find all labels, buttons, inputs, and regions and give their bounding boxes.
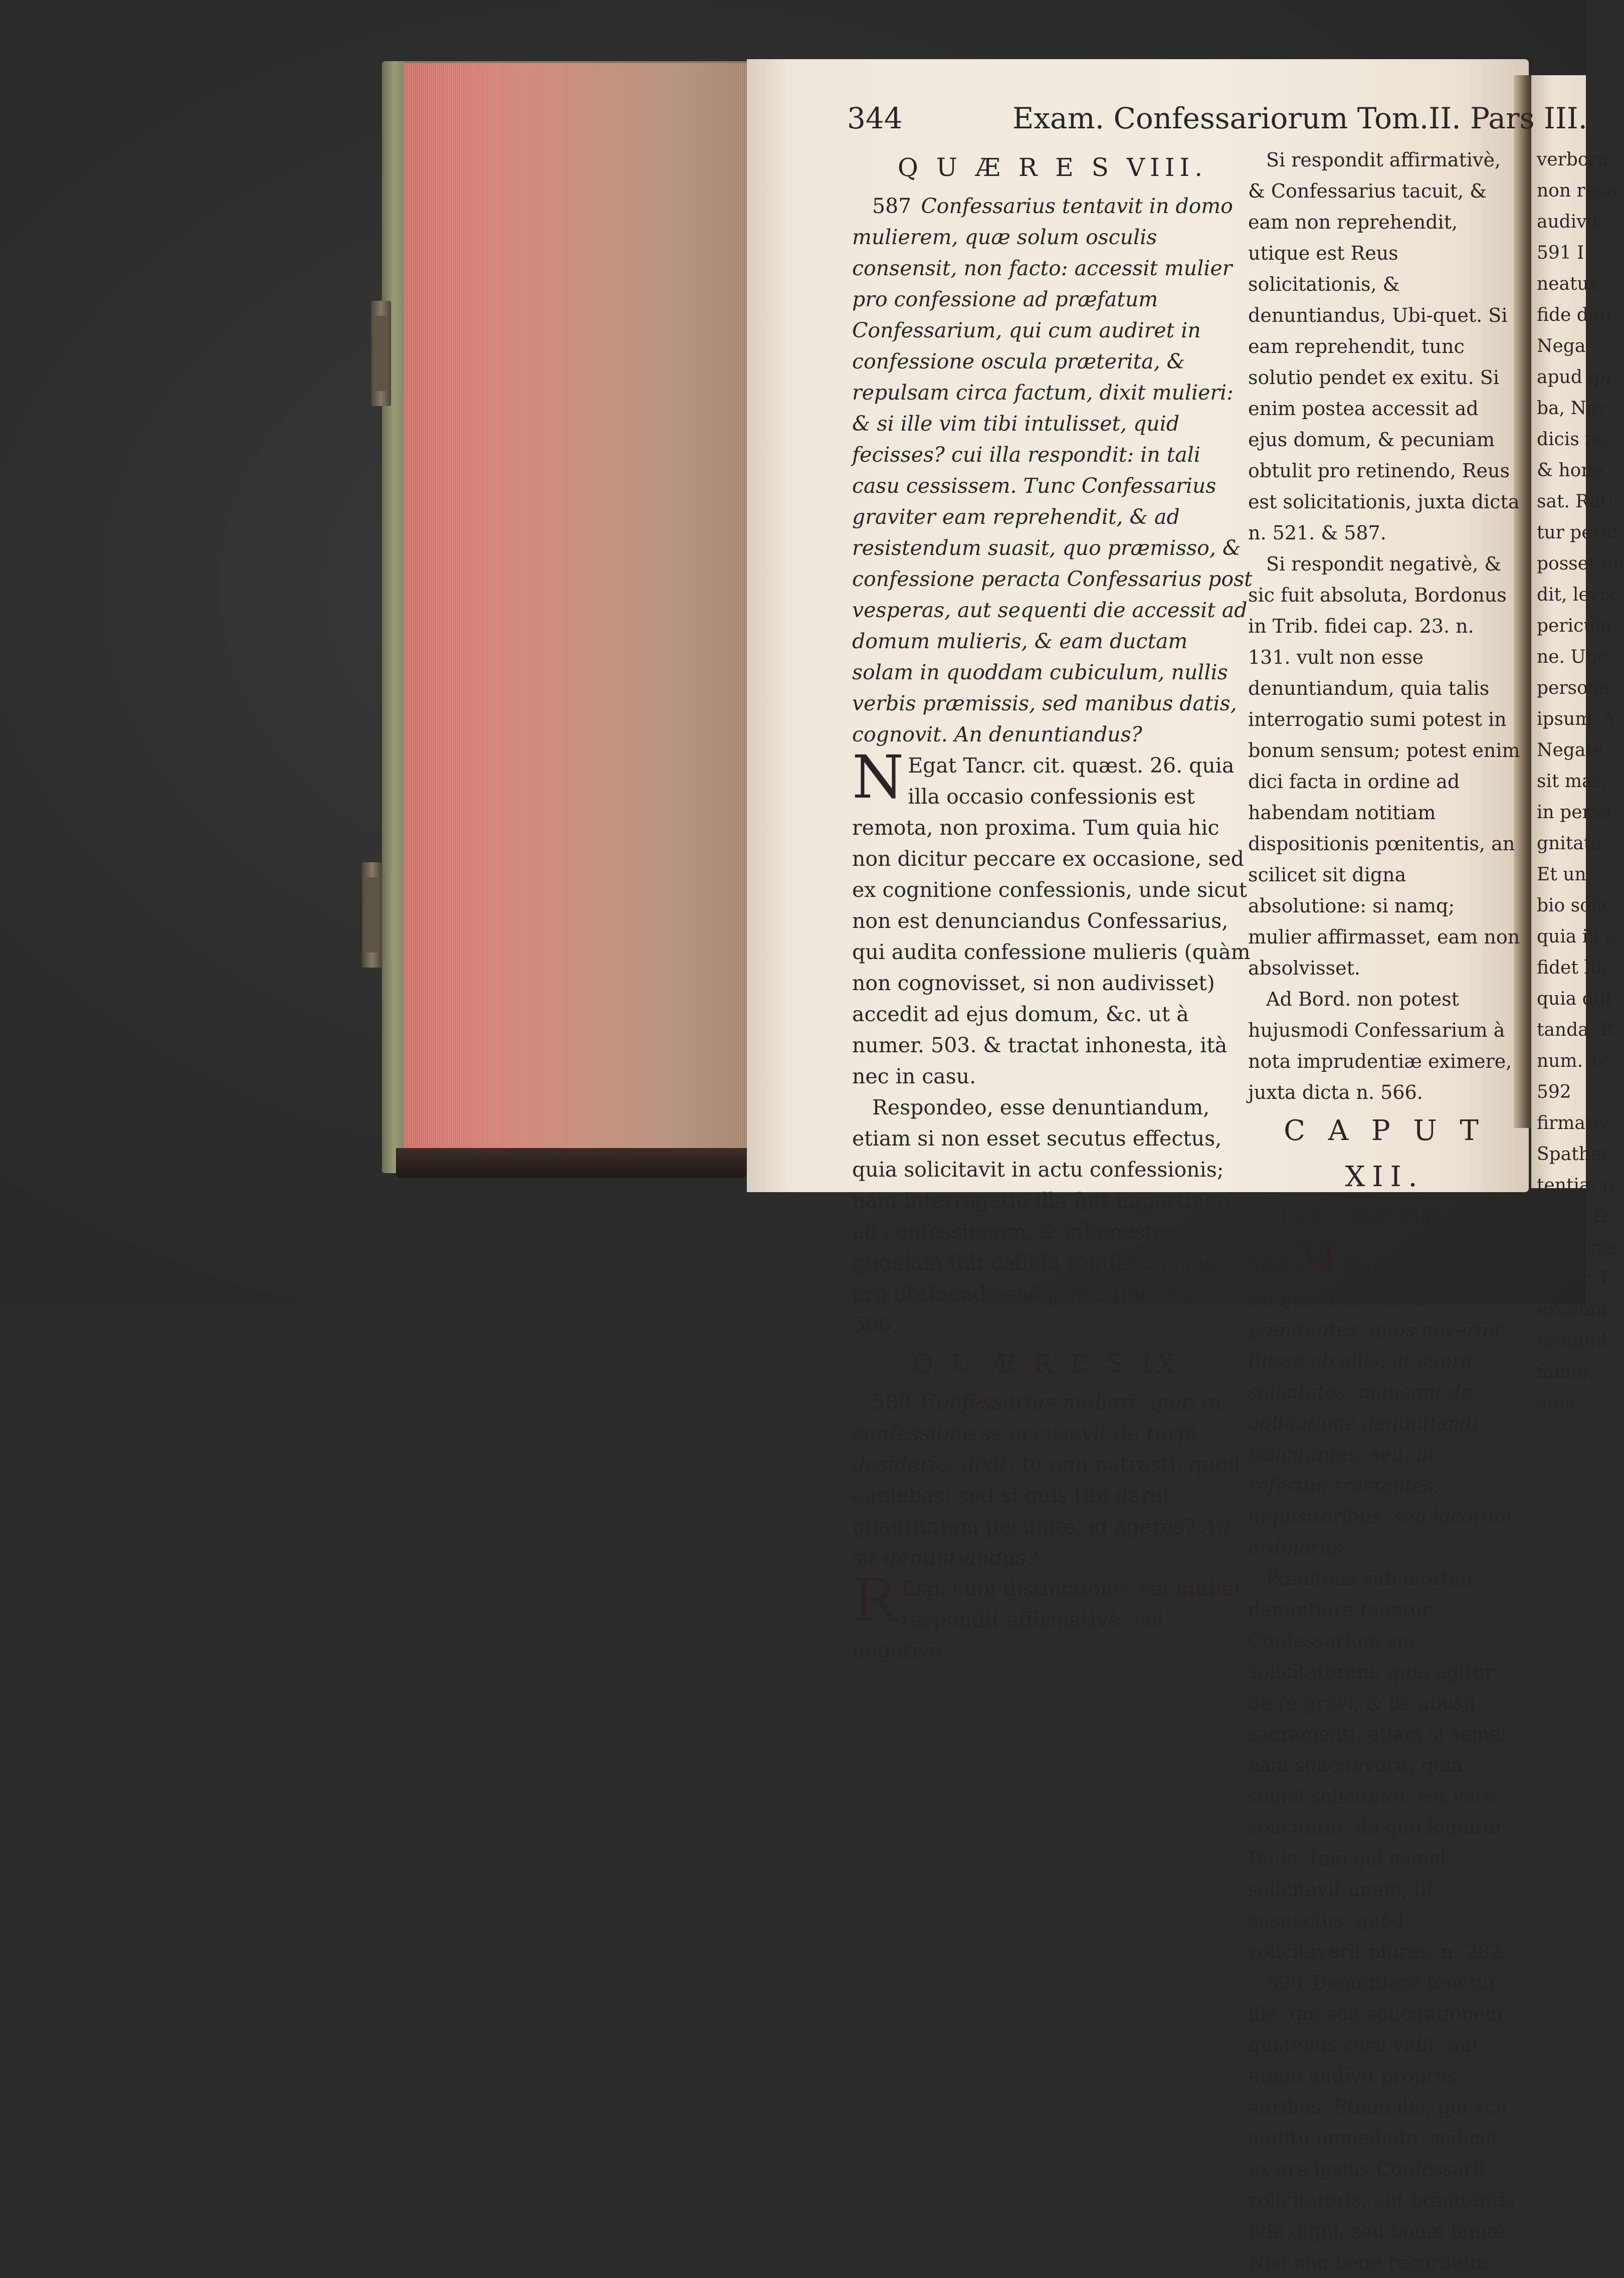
facing-page-line: tentiæ n bbox=[1537, 1175, 1614, 1196]
facing-page-line: neatur, bbox=[1537, 274, 1601, 294]
facing-page-line: 591 I bbox=[1537, 243, 1584, 263]
answer-text: Esp. cum distinctione, vel mulier respondit affirmativè, vel negativè. bbox=[852, 1577, 1244, 1663]
facing-page-line: criminil bbox=[1537, 1331, 1607, 1351]
facing-page-line: quia dul bbox=[1537, 989, 1611, 1009]
quaeres-viii-heading: Q U Æ R E S VIII. bbox=[897, 153, 1208, 182]
quaeres-ix-heading: Q U Æ R E S IX. bbox=[912, 1349, 1193, 1378]
facing-page-line: lictis spe bbox=[1537, 1237, 1618, 1258]
facing-page-line: in perso bbox=[1537, 802, 1611, 823]
paragraph-number: 587 bbox=[872, 194, 912, 218]
facing-page-line: apud ipi bbox=[1537, 367, 1611, 388]
clasp-icon bbox=[362, 862, 382, 968]
right-paragraph-3: Ad Bord. non potest hujusmodi Confessarium à nota imprudentiæ eximere, juxta dicta n. 566. bbox=[1248, 988, 1512, 1103]
facing-page-line: sit mas, bbox=[1537, 771, 1608, 792]
facing-page-line: 592 bbox=[1537, 1082, 1571, 1102]
facing-page-line: ipsum, à bbox=[1537, 709, 1614, 729]
case-text-italic: Confessarius mulieri, quæ in confessione se accusavit de turpi desiderio, dixit: bbox=[852, 1390, 1222, 1476]
facing-page-line: aliis. bbox=[1537, 1393, 1580, 1413]
dropcap-r: R bbox=[852, 1566, 897, 1635]
facing-page-line: quia in c bbox=[1537, 926, 1615, 947]
caput-xii-heading: C A P U T XII. bbox=[1284, 1114, 1486, 1193]
facing-page-line: ba, Nav bbox=[1537, 398, 1607, 419]
answer-text: Egat Tancr. cit. quæst. 26. quia illa occasio confessionis est remota, non proxima. Tum quia hic non dicitur peccare ex occasione, sed ex cognitione confessionis, unde sicut non est denunciandus Confessarius, qui audita confessione mulieris (quàm non cognovisset, si non audivisset) accedit ad ejus domum, &c. ut à numer. 503. & tractat inhonesta, ità nec in casu. bbox=[852, 753, 1251, 1088]
facing-page-line: verboru bbox=[1537, 149, 1609, 170]
clasp-icon bbox=[371, 301, 391, 406]
right-paragraph-4: Pœnitens sub mortali denuntiare tenetur Confessarium sui solicitatorem; quia agitur de re gravi, & de abusu sacramenti, etiam si semel eam solicitaverit, quia semel solicitator, est verè solicitator, de quo loquitur Bulla. Imò qui semel solicitavit unam, fit suspectus, quòd solicitaverit plures, n. 282. bbox=[1248, 1568, 1508, 1963]
caput-xii-subheading: De secunda Clausula. bbox=[1280, 1205, 1489, 1227]
facing-page-line: tur peric bbox=[1537, 522, 1617, 543]
facing-page-line: dicis no bbox=[1537, 429, 1608, 450]
quaeres-viii-answer bbox=[852, 742, 1253, 1092]
facing-page-line: excomn bbox=[1537, 1299, 1607, 1320]
facing-page-line: posset no bbox=[1537, 553, 1624, 574]
paragraph-590-text: Denuntiare tenetur ille; qui scit solicitationem, quatenùs casu vidit, aut etiam audivit propriis auribus. Etiam ille, qui scit auditu immediato, scilicet ex ore ipsius Confessarii solicitatoris, aut pœnitentis fide digni, seu bonæ famæ. Nisi non benè recordetur. bbox=[1248, 1972, 1515, 2273]
facing-page-line: non reco bbox=[1537, 180, 1617, 201]
facing-page-line: persona bbox=[1537, 678, 1610, 698]
dropcap-n: N bbox=[852, 742, 904, 812]
facing-page-line: Nega bbox=[1537, 336, 1586, 356]
facing-page-line: & hone bbox=[1537, 460, 1603, 481]
facing-page-line: num. 1c bbox=[1537, 1051, 1610, 1071]
paragraph-number: 590 bbox=[1266, 1972, 1303, 1994]
facing-page-line: ne. Unc bbox=[1537, 647, 1608, 667]
running-header bbox=[847, 98, 1588, 138]
facing-page-line: bio solic bbox=[1537, 895, 1613, 916]
clause-text: Andantes omnibus Confessariis, ut suos pœnitentes, quos noverint fuisse ab aliis, ut supra, solicitatos, moneant de obligatione denuntiandi solicitantes, seu, ut refertur, tractantes, inquisitoribus, seu locorum ordinariis. bbox=[1248, 1254, 1520, 1559]
facing-page-line: famæ, bbox=[1537, 1362, 1594, 1382]
facing-page-line: periculo bbox=[1537, 616, 1612, 636]
left-column bbox=[852, 144, 1253, 1666]
right-paragraph-1: Si respondit affirmativè, & Confessarius tacuit, & eam non reprehendit, utique est Reus solicitationis, & denuntiandus, Ubi-quet. Si eam reprehendit, tunc solutio pendet ex exitu. Si enim postea accessit ad ejus domum, & pecuniam obtulit pro retinendo, Reus est solicitationis, juxta dicta n. 521. & 587. bbox=[1248, 149, 1520, 544]
quaeres-ix-answer bbox=[852, 1566, 1253, 1666]
dropcap-m: M bbox=[1293, 1233, 1337, 1282]
running-title: Exam. Confessariorum Tom.II. Pars III. bbox=[1012, 101, 1588, 135]
facing-page-line: audivit, bbox=[1537, 212, 1605, 232]
facing-page-line: firmativ bbox=[1537, 1113, 1609, 1133]
facing-page-line: in hoc T bbox=[1537, 1268, 1610, 1289]
page-number: 344 bbox=[847, 101, 903, 135]
facing-page-line: gnitate. bbox=[1537, 833, 1607, 854]
facing-page-line: dit, levis bbox=[1537, 585, 1615, 605]
facing-page-line: Spathar bbox=[1537, 1144, 1610, 1165]
quaeres-viii-respondeo: Respondeo, esse denuntiandum, etiam si non esset secutus effectus, quia solicitavit in actu confessionis; nam interrogatio illa fuit impertinens ad confessionem, & inhonesta; quoniam fuit callida requisitio modi pro obtinendo suo pravo fine: v. n. 506. bbox=[852, 1095, 1241, 1337]
case-text: Confessarius tentavit in domo mulierem, quæ solum osculis consensit, non facto: accessit mulier pro confessione ad præfatum Confessarium, qui cum audiret in confessione oscula præterita, & repulsam circa factum, dixit mulieri: & si ille vim tibi intulisset, quid fecisses? cui illa respondit: in tali casu cessissem. Tunc Confessarius graviter eam reprehendit, & ad resistendum suasit, quo præmisso, & confessione peracta Confessarius post vesperas, aut sequenti die accessit ad domum mulieris, & eam ductam solam in quoddam cubiculum, nullis verbis præmissis, sed manibus datis, cognovit. An denuntiandus? bbox=[852, 194, 1253, 746]
quaeres-viii-case bbox=[852, 191, 1253, 750]
paragraph-number: 589 bbox=[1248, 1254, 1285, 1276]
facing-page-line: fidet lib bbox=[1537, 958, 1607, 978]
paragraph-590 bbox=[1248, 1967, 1521, 2278]
right-column bbox=[1248, 144, 1521, 2278]
right-paragraph-2: Si respondit negativè, & sic fuit absoluta, Bordonus in Trib. fidei cap. 23. n. 131. vult non esse denuntiandum, quia talis interrogatio sumi potest in bonum sensum; potest enim dici facta in ordine ad habendam notitiam dispositionis pœnitentis, an scilicet sit digna absolutione: si namq; mulier affirmasset, eam non absolvisset. bbox=[1248, 553, 1520, 979]
paragraph-589 bbox=[1248, 1231, 1521, 1563]
facing-page-line: Et un bbox=[1537, 864, 1586, 885]
case-text-roman: tu non patrasti, quod cupiebas; sed si quis tibi daret quantitatem pecuniæ, id ageres? bbox=[852, 1452, 1241, 1539]
paragraph-number: 588 bbox=[872, 1390, 912, 1414]
facing-page-line: sat. Rati bbox=[1537, 491, 1613, 512]
page-block-bottom bbox=[396, 1148, 747, 1178]
page-block-edge bbox=[404, 61, 750, 1175]
case-question: An sit denuntiandus? bbox=[852, 1514, 1230, 1570]
facing-page-line: nibus & bbox=[1537, 1206, 1608, 1227]
facing-page-line: tanda, It bbox=[1537, 1020, 1615, 1040]
facing-page-text bbox=[1537, 144, 1624, 1419]
facing-page-line: fide digi bbox=[1537, 305, 1611, 325]
facing-page-line: Negate bbox=[1537, 740, 1604, 761]
quaeres-ix-case bbox=[852, 1387, 1253, 1573]
